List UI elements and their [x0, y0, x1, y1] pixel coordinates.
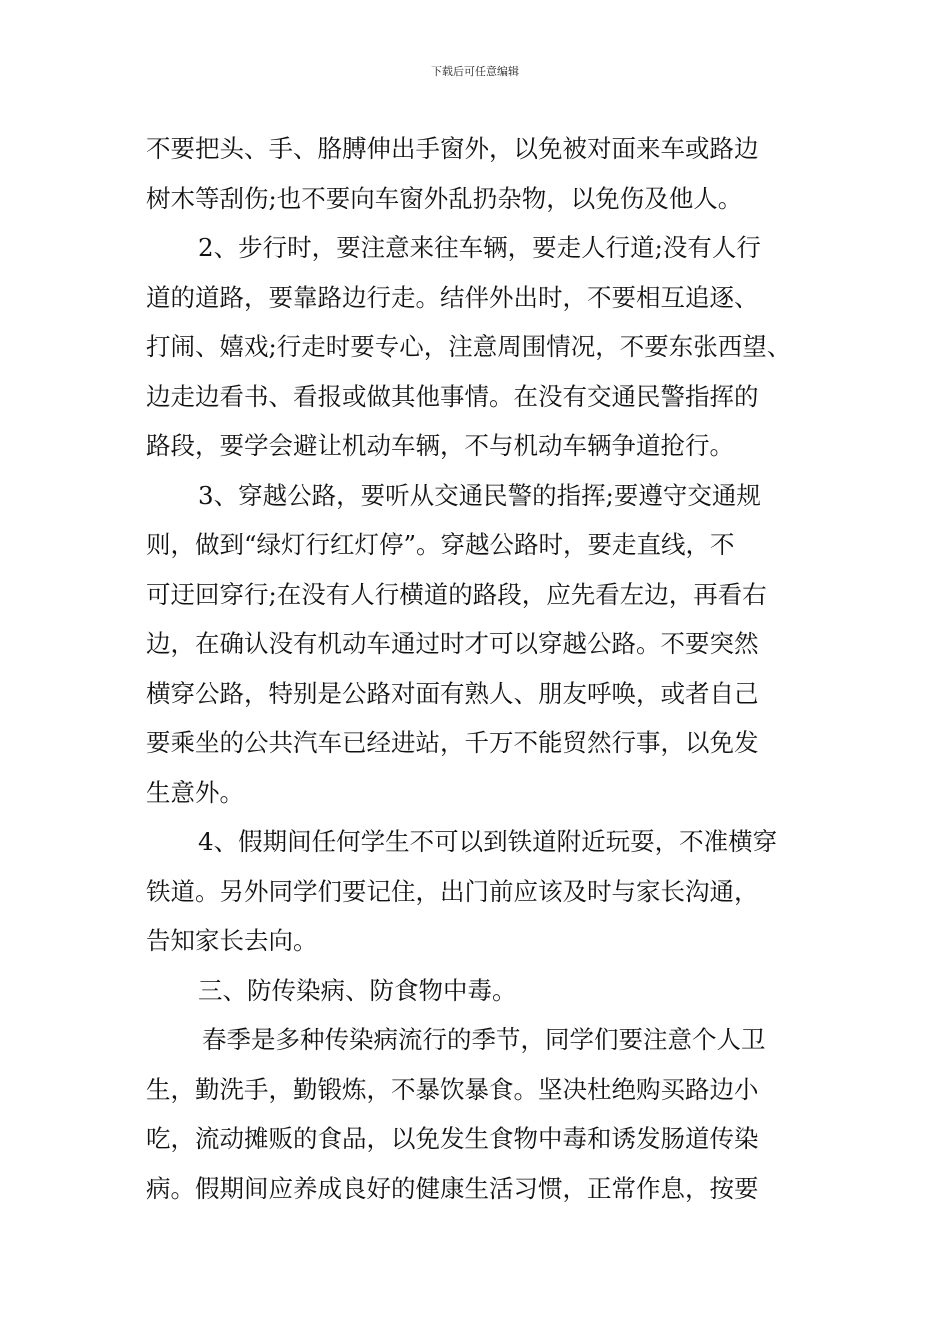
section-heading: 三、防传染病、防食物中毒。	[198, 975, 517, 1005]
text-line: 边走边看书、看报或做其他事情。在没有交通民警指挥的	[146, 381, 759, 411]
text-line: 铁道。另外同学们要记住，出门前应该及时与家长沟通，	[146, 876, 759, 906]
text-line: 则，做到“绿灯行红灯停”。穿越公路时，要走直线，不	[146, 530, 735, 559]
text-line: 要乘坐的公共汽车已经进站，千万不能贸然行事，以免发	[146, 728, 759, 757]
text-line: 路段，要学会避让机动车辆，不与机动车辆争道抢行。	[146, 431, 734, 460]
paragraph-start-line: 2、步行时，要注意来往车辆，要走人行道;没有人行	[198, 233, 761, 262]
paragraph-start-line: 4、假期间任何学生不可以到铁道附近玩耍，不准横穿	[198, 827, 778, 856]
text-line: 吃，流动摊贩的食品，以免发生食物中毒和诱发肠道传染	[146, 1124, 759, 1153]
text-line: 生，勤洗手，勤锻炼，不暴饮暴食。坚决杜绝购买路边小	[146, 1074, 759, 1104]
text-line: 树木等刮伤;也不要向车窗外乱扔杂物，以免伤及他人。	[146, 183, 743, 213]
paragraph-start-line: 春季是多种传染病流行的季节，同学们要注意个人卫	[202, 1025, 766, 1054]
paragraph-start-line: 3、穿越公路，要听从交通民警的指挥;要遵守交通规	[198, 480, 761, 510]
text-line: 告知家长去向。	[146, 926, 318, 955]
text-line: 不要把头、手、胳膊伸出手窗外，以免被对面来车或路边	[146, 134, 759, 163]
page-header: 下载后可任意编辑	[431, 65, 519, 78]
text-line: 道的道路，要靠路边行走。结伴外出时，不要相互追逐、	[146, 282, 759, 312]
text-line: 边，在确认没有机动车通过时才可以穿越公路。不要突然	[146, 629, 759, 658]
text-line: 生意外。	[146, 777, 244, 807]
text-line: 打闹、嬉戏;行走时要专心，注意周围情况，不要东张西望、	[146, 332, 792, 361]
text-line: 可迂回穿行;在没有人行横道的路段，应先看左边，再看右	[146, 579, 767, 609]
document-body	[146, 124, 808, 1213]
text-line: 横穿公路，特别是公路对面有熟人、朋友呼唤，或者自己	[146, 678, 759, 708]
text-line: 病。假期间应养成良好的健康生活习惯，正常作息，按要	[146, 1173, 759, 1203]
